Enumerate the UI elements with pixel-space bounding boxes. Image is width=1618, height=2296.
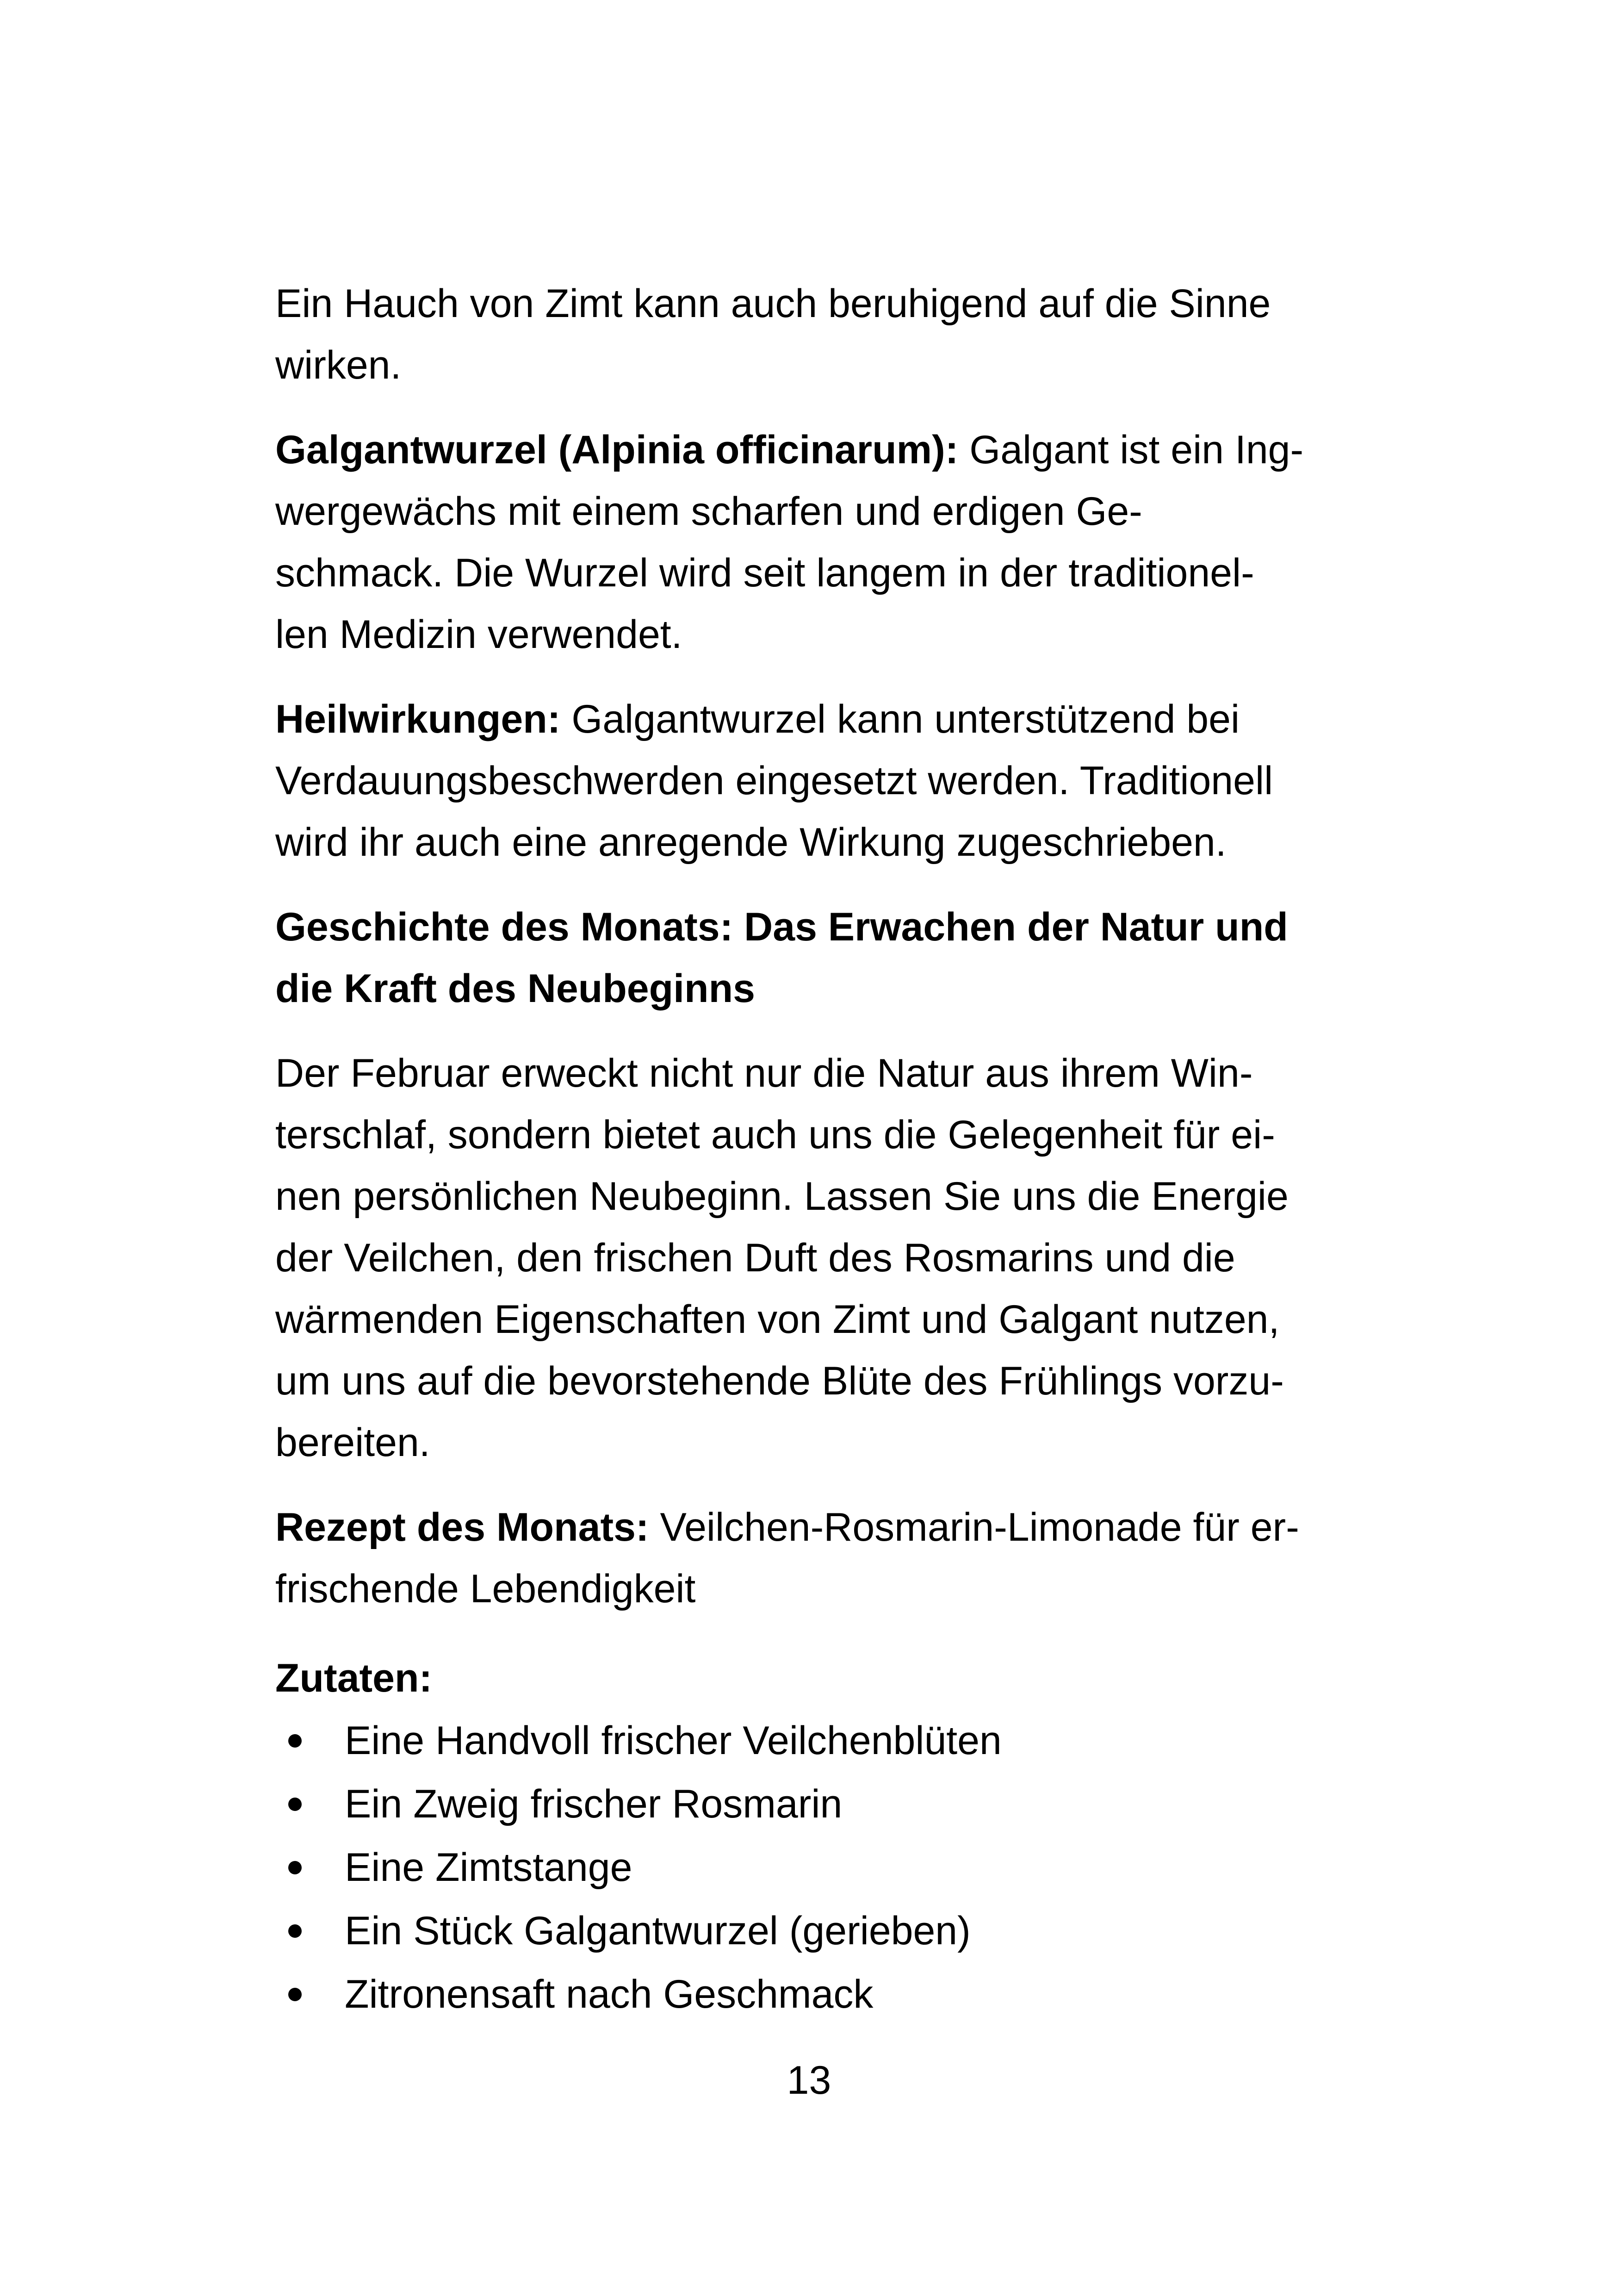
bullet-icon	[288, 1861, 302, 1874]
paragraph-galangal	[275, 419, 1353, 666]
healing-effects-text: Galgantwurzel kann unterstützend bei Verdauungsbeschwerden eingesetzt werden. Traditionell wird ihr auch eine anregende Wirkung zugeschrieben.	[275, 697, 1273, 865]
page-content	[275, 273, 1353, 2026]
list-item	[275, 1963, 1353, 2026]
list-item	[275, 1836, 1353, 1899]
bullet-icon	[288, 1924, 302, 1938]
paragraph-story: Der Februar erweckt nicht nur die Natur aus ihrem Win- terschlaf, sondern bietet auch uns die Gelegenheit für ei- nen persönlichen Neubeginn. Lassen Sie uns die Energie der Veilchen, den frischen Duft des Rosmarins und die wärmenden Eigenschaften von Zimt und Galgant nutzen, um uns auf die bevorstehende Blüte des Frühlings vorzu- bereiten.	[275, 1051, 1289, 1465]
bullet-icon	[288, 1798, 302, 1811]
paragraph-recipe	[275, 1497, 1353, 1620]
paragraph-healing-effects	[275, 689, 1353, 873]
ingredient-text: Zitronensaft nach Geschmack	[345, 1972, 874, 2016]
ingredient-text: Ein Zweig frischer Rosmarin	[345, 1782, 843, 1826]
list-item	[275, 1773, 1353, 1836]
page-number: 13	[787, 2058, 831, 2103]
recipe-text: Veilchen-Rosmarin-Limonade für er- frischende Lebendigkeit	[275, 1505, 1299, 1611]
bullet-icon	[288, 1734, 302, 1748]
list-item	[275, 1899, 1353, 1963]
bullet-icon	[288, 1988, 302, 2001]
ingredients-list	[275, 1709, 1353, 2026]
ingredient-text: Eine Handvoll frischer Veilchenblüten	[345, 1718, 1002, 1763]
galangal-label: Galgantwurzel (Alpinia officinarum):	[275, 428, 959, 472]
section-heading-story: Geschichte des Monats: Das Erwachen der Natur und die Kraft des Neubeginns	[275, 905, 1288, 1011]
galangal-text: Galgant ist ein Ing- wergewächs mit einem scharfen und erdigen Ge- schmack. Die Wurzel wird seit langem in der traditionel- len Medizin verwendet.	[275, 428, 1304, 657]
recipe-label: Rezept des Monats:	[275, 1505, 649, 1549]
paragraph-cinnamon: Ein Hauch von Zimt kann auch beruhigend auf die Sinne wirken.	[275, 281, 1271, 387]
ingredients-heading: Zutaten:	[275, 1656, 433, 1700]
list-item	[275, 1709, 1353, 1773]
healing-effects-label: Heilwirkungen:	[275, 697, 561, 741]
ingredient-text: Eine Zimtstange	[345, 1845, 632, 1890]
ingredient-text: Ein Stück Galgantwurzel (gerieben)	[345, 1909, 971, 1953]
